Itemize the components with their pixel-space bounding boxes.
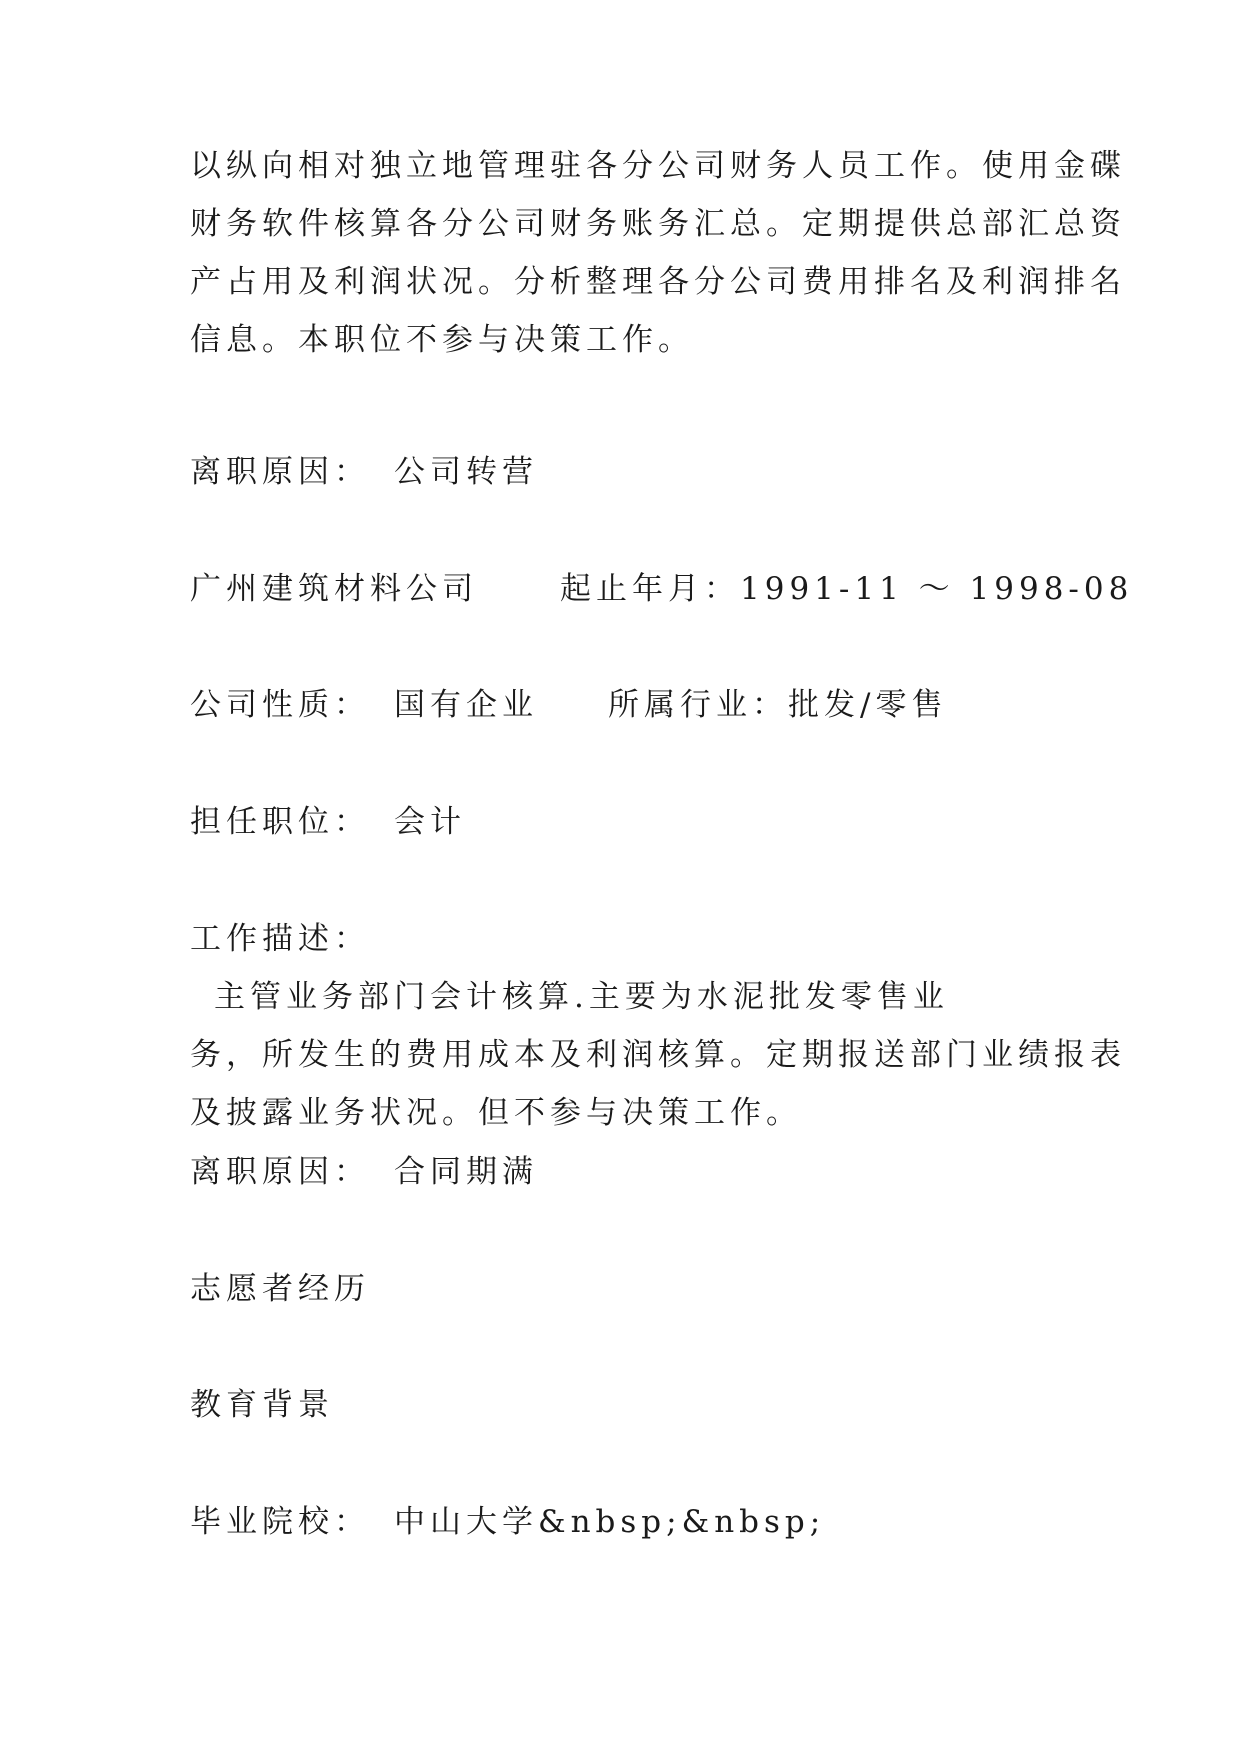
job2-nature-value: 国有企业 [394, 687, 538, 723]
job2-position-row [190, 793, 466, 851]
job1-description [190, 137, 1126, 369]
school-value: 中山大学&nbsp;&nbsp; [394, 1504, 826, 1540]
school-label: 毕业院校： [190, 1504, 370, 1540]
job2-position-value: 会计 [394, 804, 466, 840]
job1-description-line: 以纵向相对独立地管理驻各分公司财务人员工作。使用金碟 [190, 148, 1126, 184]
job2-nature-row [190, 676, 947, 734]
job2-position-label: 担任职位： [190, 804, 370, 840]
job2-period-label: 起止年月： [560, 571, 740, 607]
job2-nature-label: 公司性质： [190, 687, 370, 723]
job1-leave-reason-label: 离职原因： [190, 454, 370, 490]
job1-leave-reason-value: 公司转营 [394, 454, 538, 490]
job2-description-line: 及披露业务状况。但不参与决策工作。 [190, 1095, 802, 1131]
volunteer-heading: 志愿者经历 [190, 1271, 370, 1307]
education-school-row [190, 1493, 825, 1551]
job2-leave-reason-label: 离职原因： [190, 1154, 370, 1190]
job2-description-line: 务，所发生的费用成本及利润核算。定期报送部门业绩报表 [190, 1037, 1126, 1073]
job1-description-line: 产占用及利润状况。分析整理各分公司费用排名及利润排名 [190, 264, 1126, 300]
job2-period-value: 1991-11 ～ 1998-08 [740, 571, 1134, 607]
job2-description-first-line [190, 910, 1060, 1026]
job1-leave-reason [190, 443, 538, 501]
job2-industry-value: 批发/零售 [788, 687, 948, 723]
job1-description-line: 财务软件核算各分公司财务账务汇总。定期提供总部汇总资 [190, 206, 1126, 242]
job2-leave-reason-value: 合同期满 [394, 1154, 538, 1190]
job2-description-text: 主管业务部门会计核算.主要为水泥批发零售业 [214, 979, 949, 1015]
job2-company-name: 广州建筑材料公司 [190, 571, 478, 607]
job2-leave-reason [190, 1143, 538, 1201]
job2-description-label: 工作描述： [190, 921, 370, 957]
job2-industry-label: 所属行业： [608, 687, 788, 723]
job2-description [190, 910, 1126, 1142]
education-heading: 教育背景 [190, 1387, 334, 1423]
job1-description-line: 信息。本职位不参与决策工作。 [190, 322, 694, 358]
job2-company-row [190, 560, 1133, 618]
